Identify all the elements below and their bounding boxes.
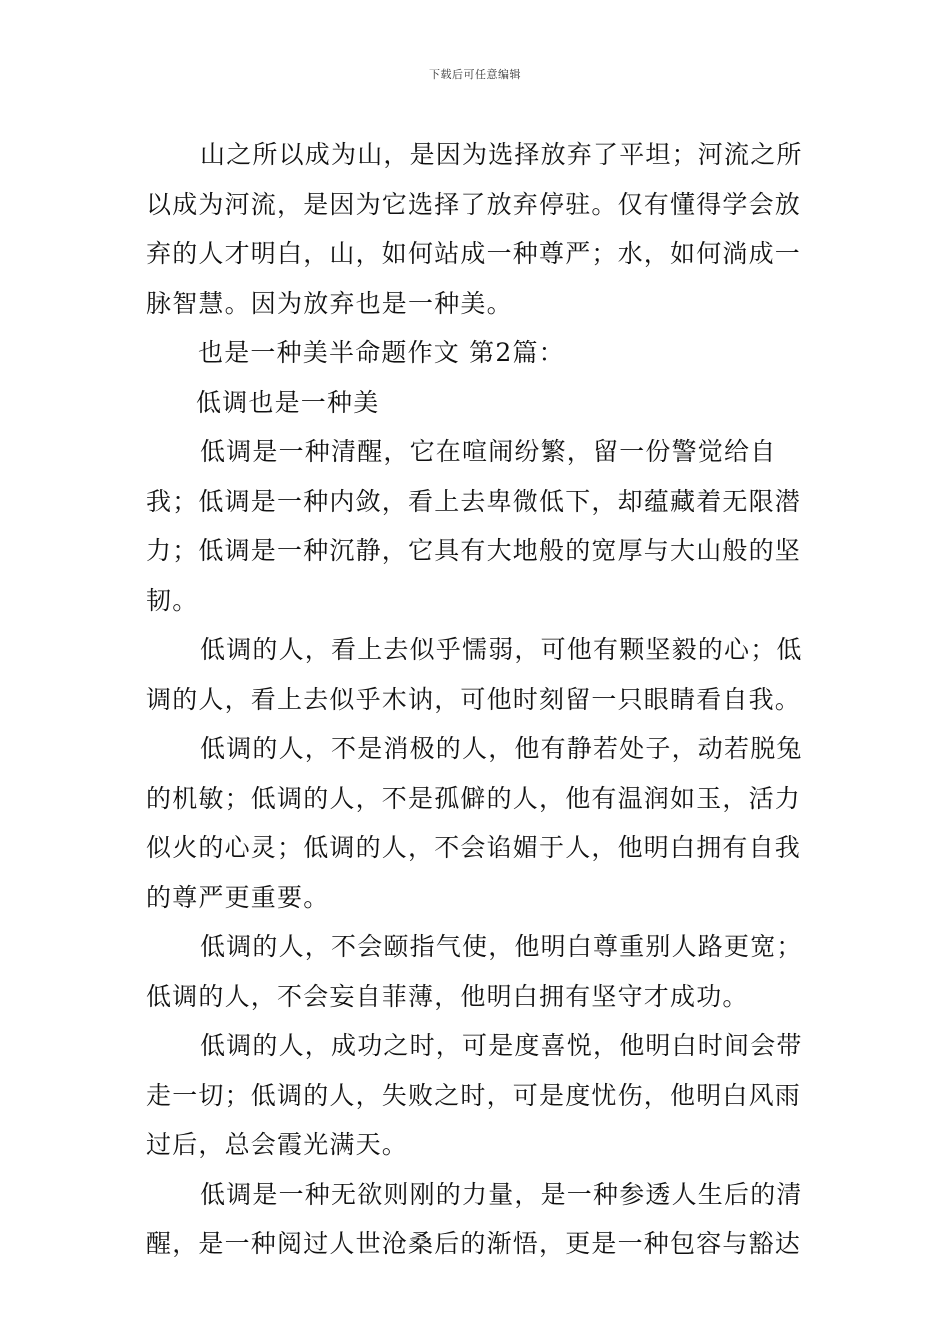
document-body — [146, 130, 818, 1269]
paragraph-mountain-river: 山之所以成为山，是因为选择放弃了平坦；河流之所以成为河流，是因为它选择了放弃停驻。仅有懂得学会放弃的人才明白，山，如何站成一种尊严；水，如何淌成一脉智慧。因为放弃也是一种美。 — [146, 140, 803, 318]
paragraph-appearance: 低调的人，看上去似乎懦弱，可他有颗坚毅的心；低调的人，看上去似乎木讷，可他时刻留一只眼睛看自我。 — [146, 635, 803, 714]
paragraph-power: 低调是一种无欲则刚的力量，是一种参透人生后的清醒，是一种阅过人世沧桑后的渐悟，更是一种包容与豁达 — [146, 1179, 803, 1258]
page-header: 下载后可任意编辑 — [429, 68, 521, 81]
paragraph-low-profile-definition: 低调是一种清醒，它在喧闹纷繁，留一份警觉给自我；低调是一种内敛，看上去卑微低下，却蕴藏着无限潜力；低调是一种沉静，它具有大地般的宽厚与大山般的坚韧。 — [146, 437, 802, 615]
section-heading: 也是一种美半命题作文 第2篇： — [198, 338, 565, 367]
paragraph-character: 低调的人，不是消极的人，他有静若处子，动若脱兔的机敏；低调的人，不是孤僻的人，他有温润如玉，活力似火的心灵；低调的人，不会谄媚于人，他明白拥有自我的尊严更重要。 — [146, 734, 803, 912]
paragraph-success-failure: 低调的人，成功之时，可是度喜悦，他明白时间会带走一切；低调的人，失败之时，可是度忧伤，他明白风雨过后，总会霞光满天。 — [146, 1031, 803, 1159]
essay-title: 低调也是一种美 — [196, 387, 380, 417]
paragraph-respect: 低调的人，不会颐指气使，他明白尊重别人路更宽；低调的人，不会妄自菲薄，他明白拥有坚守才成功。 — [146, 932, 803, 1011]
